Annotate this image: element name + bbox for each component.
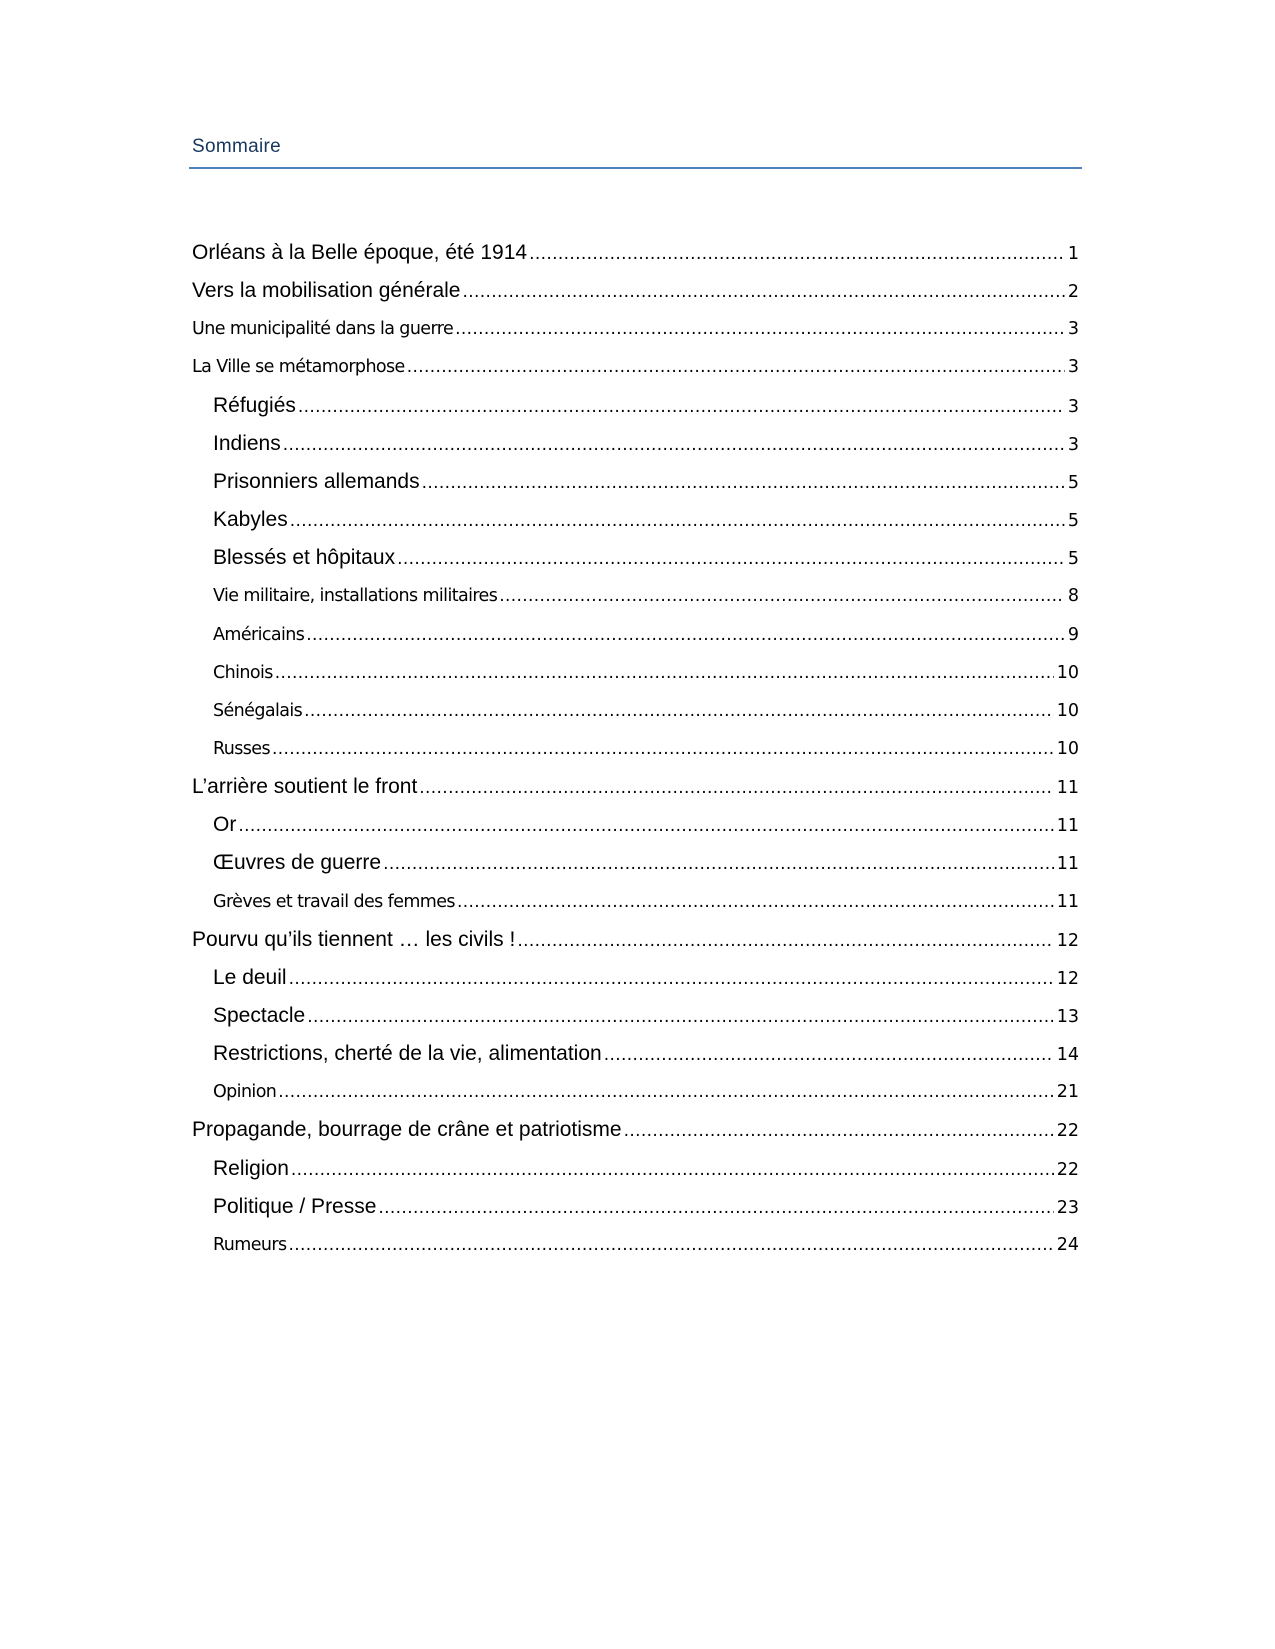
toc-entry[interactable]: [192, 309, 1079, 349]
toc-dot-leader: [624, 1111, 1054, 1151]
heading-underline: [189, 167, 1082, 169]
toc-entry-label: Spectacle: [213, 1004, 306, 1027]
toc-dot-leader: [455, 309, 1065, 349]
toc-entry-label: Russes: [213, 738, 270, 759]
toc-entry[interactable]: [213, 1034, 1079, 1074]
toc-dot-leader: [397, 539, 1065, 579]
toc-entry-label: Restrictions, cherté de la vie, alimentation: [213, 1042, 602, 1066]
toc-entry-label: Œuvres de guerre: [213, 851, 382, 875]
toc-entry[interactable]: [192, 920, 1079, 960]
toc-entry-page-number: 10: [1056, 700, 1079, 721]
toc-entry-label: Propagande, bourrage de crâne et patriotisme: [192, 1118, 622, 1142]
toc-dot-leader: [407, 347, 1065, 387]
toc-entry-label: Réfugiés: [213, 393, 296, 417]
toc-dot-leader: [383, 844, 1054, 884]
toc-entry-label: Indiens: [213, 431, 281, 455]
toc-entry[interactable]: [213, 805, 1079, 845]
toc-entry[interactable]: [213, 500, 1079, 540]
toc-entry-page-number: 22: [1056, 1159, 1079, 1180]
toc-entry[interactable]: [213, 615, 1079, 655]
toc-entry-page-number: 10: [1056, 738, 1079, 759]
toc-entry-page-number: 3: [1067, 357, 1079, 378]
toc-entry-page-number: 1: [1067, 244, 1079, 264]
toc-entry[interactable]: [192, 233, 1079, 273]
toc-entry-page-number: 2: [1067, 282, 1079, 303]
toc-entry[interactable]: [213, 958, 1079, 998]
toc-entry[interactable]: [213, 576, 1079, 616]
toc-entry-page-number: 23: [1056, 1197, 1079, 1218]
toc-entry[interactable]: [213, 386, 1079, 426]
toc-entry-page-number: 3: [1067, 434, 1079, 455]
toc-entry[interactable]: [213, 538, 1079, 578]
toc-dot-leader: [298, 387, 1065, 427]
toc-dot-leader: [283, 425, 1065, 465]
toc-entry-label: Rumeurs: [213, 1234, 287, 1255]
toc-entry-label: L’arrière soutient le front: [192, 775, 418, 799]
toc-entry-page-number: 11: [1056, 816, 1079, 837]
toc-entry[interactable]: [213, 691, 1079, 731]
toc-dot-leader: [307, 997, 1053, 1037]
toc-entry-page-number: 9: [1067, 624, 1079, 645]
toc-entry-page-number: 5: [1067, 472, 1079, 493]
toc-entry-label: Politique / Presse: [213, 1194, 377, 1218]
toc-entry[interactable]: [213, 424, 1079, 464]
toc-entry-page-number: 22: [1056, 1121, 1079, 1142]
toc-entry-label: Grèves et travail des femmes: [213, 891, 455, 912]
toc-entry[interactable]: [192, 1110, 1079, 1150]
toc-entry-page-number: 5: [1067, 511, 1079, 532]
toc-entry-page-number: 8: [1067, 586, 1079, 607]
toc-entry[interactable]: [213, 462, 1079, 502]
toc-dot-leader: [499, 576, 1065, 616]
toc-entry-page-number: 3: [1067, 319, 1079, 340]
toc-dot-leader: [419, 768, 1053, 808]
toc-entry-page-number: 11: [1056, 891, 1079, 912]
toc-entry[interactable]: [213, 996, 1079, 1036]
toc-dot-leader: [288, 1225, 1053, 1265]
toc-entry-label: Une municipalité dans la guerre: [192, 319, 454, 340]
toc-entry-page-number: 24: [1056, 1234, 1079, 1255]
toc-dot-leader: [238, 806, 1053, 846]
toc-dot-leader: [272, 729, 1054, 769]
toc-entry-page-number: 5: [1067, 549, 1079, 570]
toc-dot-leader: [275, 653, 1054, 693]
toc-entry-label: Sénégalais: [213, 700, 303, 721]
toc-entry-page-number: 11: [1056, 778, 1079, 799]
toc-dot-leader: [422, 463, 1065, 503]
toc-entry[interactable]: [213, 1187, 1079, 1227]
toc-entry[interactable]: [213, 843, 1079, 883]
toc-dot-leader: [289, 959, 1054, 999]
toc-entry-page-number: 10: [1056, 662, 1079, 683]
toc-entry[interactable]: [213, 1072, 1079, 1112]
toc-entry[interactable]: [213, 729, 1079, 769]
toc-entry-label: Prisonniers allemands: [213, 469, 420, 493]
toc-entry-label: Orléans à la Belle époque, été 1914: [192, 241, 528, 264]
toc-entry-page-number: 11: [1056, 854, 1079, 875]
toc-entry-label: Or: [213, 813, 237, 837]
toc-dot-leader: [517, 921, 1053, 961]
toc-entry-label: Opinion: [213, 1082, 277, 1103]
toc-entry-label: Chinois: [213, 662, 273, 683]
toc-dot-leader: [457, 882, 1054, 922]
toc-dot-leader: [304, 691, 1054, 731]
toc-dot-leader: [463, 272, 1065, 312]
toc-dot-leader: [290, 501, 1065, 541]
toc-entry[interactable]: [192, 271, 1079, 311]
toc-dot-leader: [529, 234, 1065, 274]
toc-entry[interactable]: [192, 347, 1079, 387]
toc-entry-label: Le deuil: [213, 965, 287, 989]
toc-dot-leader: [278, 1072, 1053, 1112]
toc-entry-label: Américains: [213, 624, 305, 645]
toc-dot-leader: [604, 1035, 1054, 1075]
toc-entry-label: Vie militaire, installations militaires: [213, 586, 498, 607]
toc-entry-page-number: 14: [1056, 1045, 1079, 1066]
toc-entry[interactable]: [213, 1149, 1079, 1189]
toc-dot-leader: [306, 615, 1065, 655]
toc-entry-label: La Ville se métamorphose: [192, 357, 405, 378]
toc-entry-label: Vers la mobilisation générale: [192, 279, 461, 303]
toc-entry-page-number: 13: [1056, 1007, 1079, 1027]
toc-entry[interactable]: [213, 653, 1079, 693]
toc-dot-leader: [291, 1150, 1054, 1190]
toc-entry-page-number: 21: [1056, 1082, 1079, 1103]
toc-entry-label: Blessés et hôpitaux: [213, 546, 396, 570]
toc-entry-label: Pourvu qu’ils tiennent … les civils !: [192, 927, 516, 951]
toc-entry-page-number: 3: [1067, 396, 1079, 417]
toc-entry[interactable]: [213, 1225, 1079, 1265]
toc-entry-page-number: 12: [1056, 968, 1079, 989]
toc-entry[interactable]: [213, 882, 1079, 922]
toc-dot-leader: [378, 1188, 1053, 1228]
toc-heading: Sommaire: [192, 136, 281, 157]
toc-entry-label: Kabyles: [213, 508, 288, 532]
toc-entry[interactable]: [192, 767, 1079, 807]
toc-entry-label: Religion: [213, 1156, 289, 1180]
toc-entry-page-number: 12: [1056, 930, 1079, 951]
